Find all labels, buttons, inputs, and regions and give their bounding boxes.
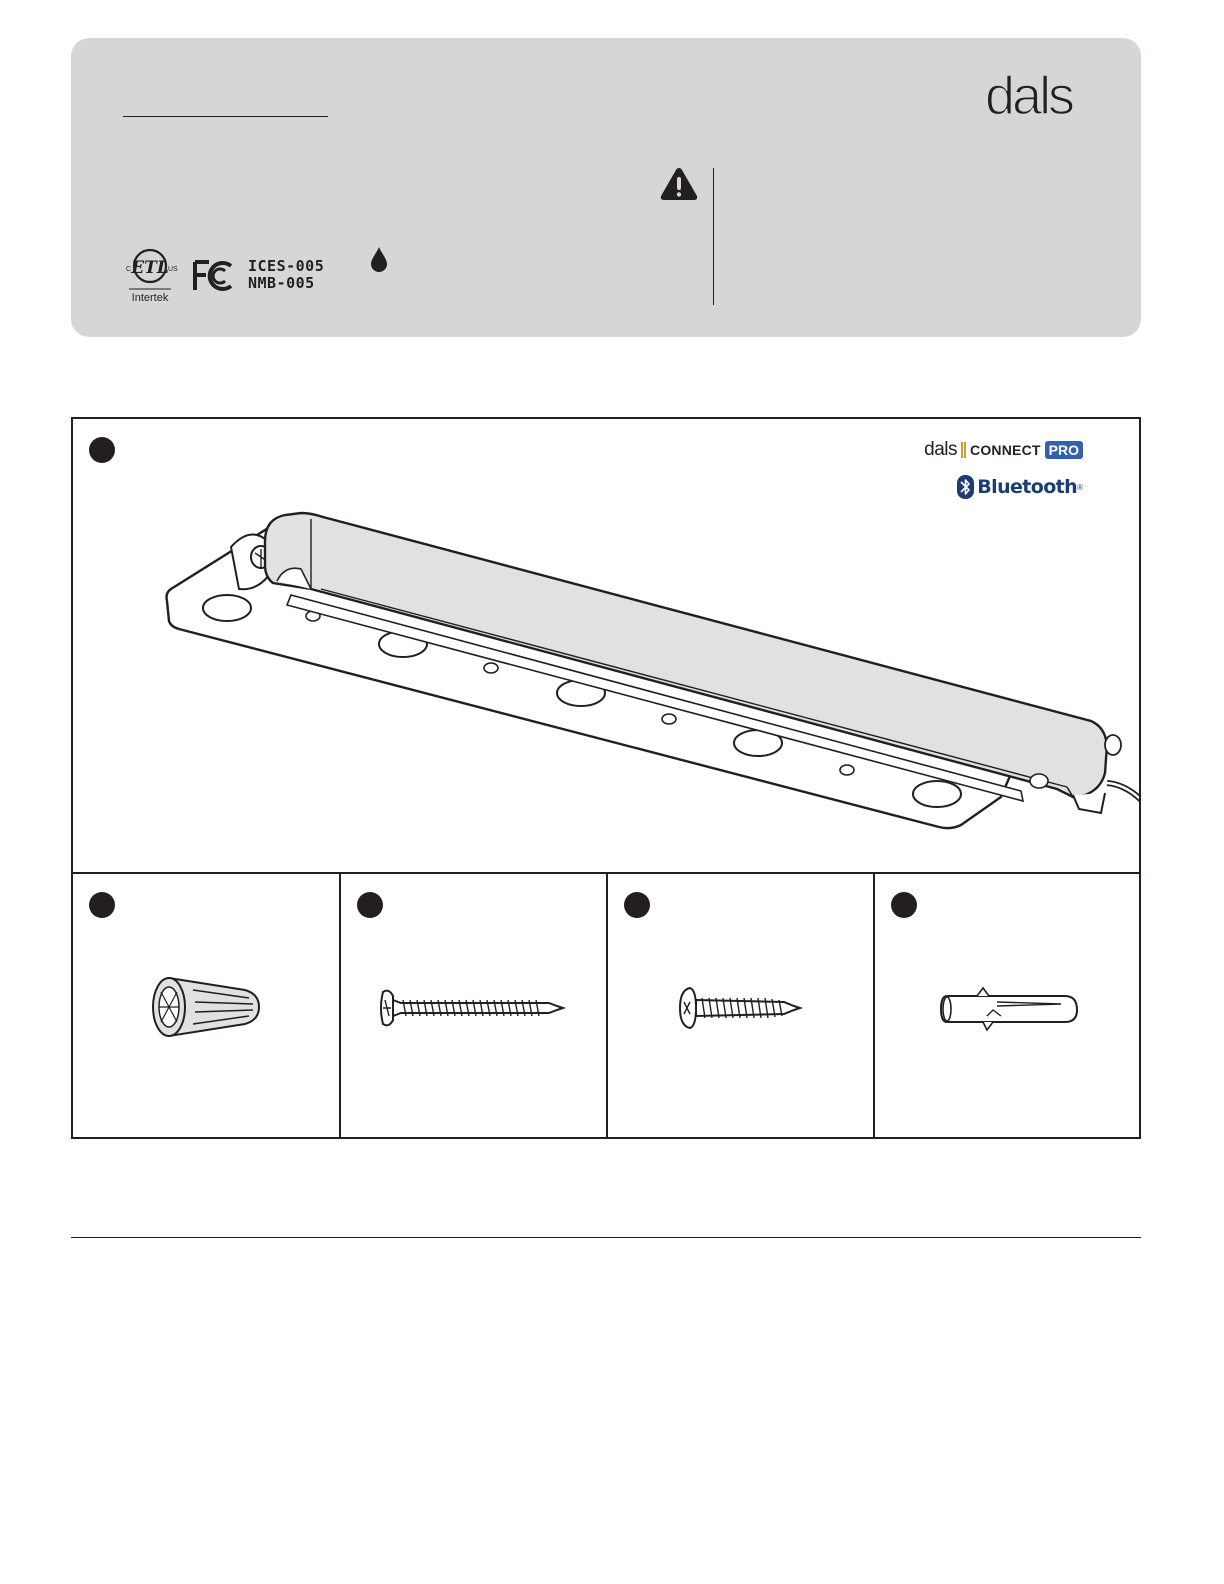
etl-listed-mark (123, 246, 179, 306)
bluetooth-logo (957, 475, 1083, 499)
brand-bars (961, 442, 966, 458)
short-screw-cell (608, 874, 875, 1137)
flat-head-screw-illustration (379, 986, 569, 1030)
dals-connect-pro-logo (924, 439, 1083, 461)
wire-connector-illustration (149, 972, 265, 1042)
pan-head-screw-illustration (678, 984, 806, 1032)
item-marker (89, 437, 115, 463)
fcc-mark (191, 258, 235, 294)
svg-text:US: US (168, 266, 178, 273)
led-fixture-illustration (161, 505, 1139, 835)
main-fixture-cell (73, 419, 1139, 874)
svg-text:dals: dals (985, 72, 1073, 122)
wire-connector-cell (73, 874, 341, 1137)
pro-badge: PRO (1045, 441, 1083, 459)
registered-mark: ® (1077, 482, 1083, 492)
connect-brand: dals (924, 439, 958, 460)
wall-anchor-cell (875, 874, 1139, 1137)
long-screw-cell (341, 874, 608, 1137)
svg-text:C: C (126, 266, 132, 273)
hardware-row (73, 874, 1139, 1137)
item-marker (89, 892, 115, 918)
bluetooth-text: Bluetooth (977, 476, 1078, 498)
ices-nmb-compliance (248, 258, 324, 292)
connect-label: CONNECT (970, 442, 1041, 458)
ices-line: ICES-005 (248, 257, 325, 275)
item-marker (891, 892, 917, 918)
svg-text:FC: FC (191, 258, 193, 259)
dals-logo (983, 72, 1093, 122)
wall-anchor-illustration (937, 986, 1081, 1032)
nmb-line: NMB-005 (248, 274, 315, 292)
title-underline (123, 116, 328, 117)
item-marker (357, 892, 383, 918)
item-marker (624, 892, 650, 918)
header-panel (71, 38, 1141, 337)
column-divider (713, 168, 714, 305)
parts-diagram (71, 417, 1141, 1139)
svg-text:ETL: ETL (131, 258, 169, 278)
bluetooth-icon (957, 475, 974, 499)
footer-divider (71, 1237, 1141, 1238)
svg-text:Intertek: Intertek (131, 292, 169, 304)
warning-icon (659, 166, 699, 202)
water-drop-icon (369, 245, 389, 273)
